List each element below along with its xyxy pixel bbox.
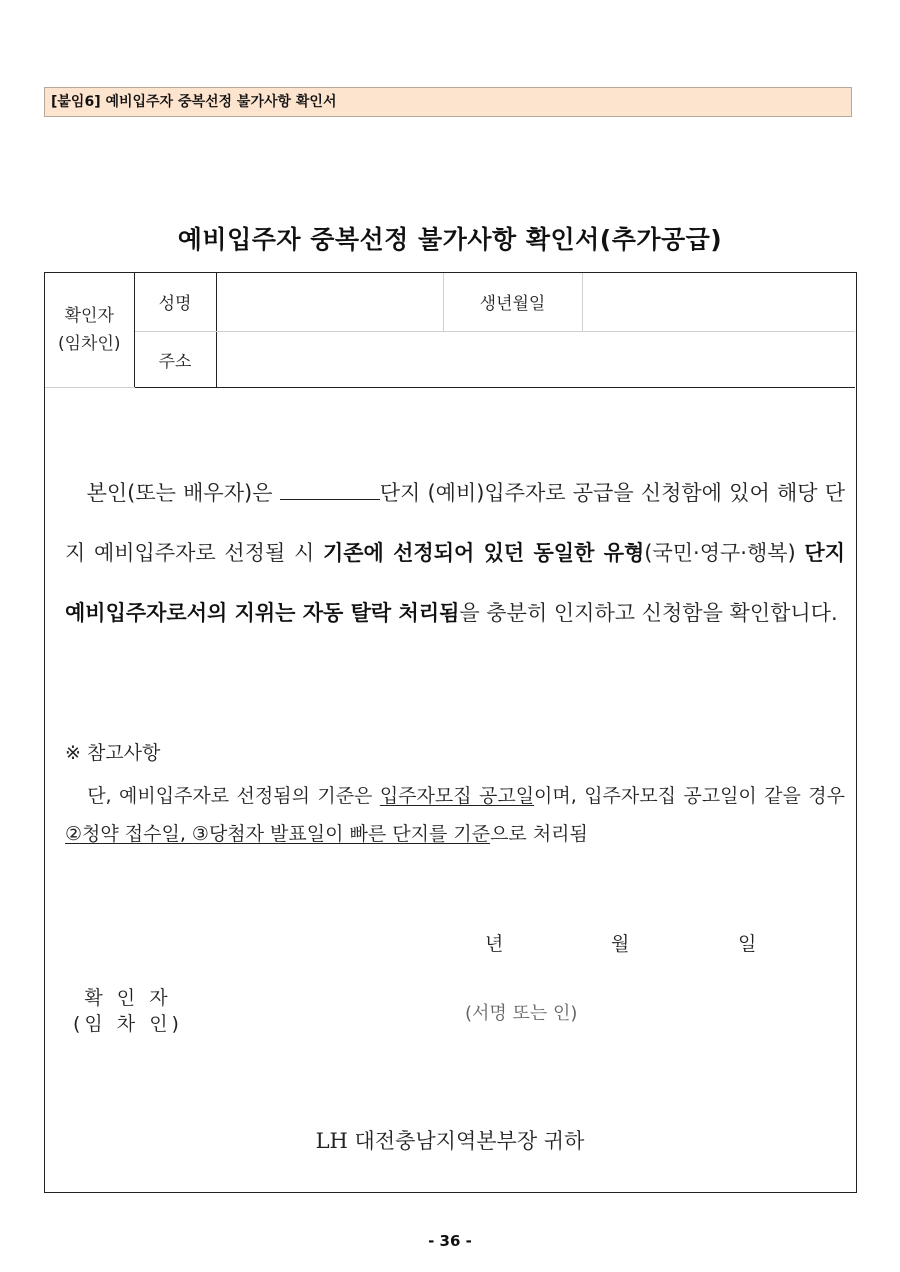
statement-part: 본인(또는 배우자)은 — [86, 481, 280, 505]
page-number: - 36 - — [428, 1232, 472, 1250]
note-part: 이며, 입주자모집 공고일이 같을 경우 — [534, 785, 845, 807]
statement-part: 을 충분히 인지하고 신청함을 확인합니다. — [459, 601, 838, 625]
reference-note-body — [65, 777, 845, 853]
attachment-header: [붙임6] 예비입주자 중복선정 불가사항 확인서 — [44, 87, 852, 117]
name-label: 성명 — [134, 273, 216, 331]
confirmation-statement — [65, 463, 845, 643]
confirmer-label — [73, 985, 183, 1037]
statement-part: (국민·영구·행복) — [644, 541, 805, 565]
address-label: 주소 — [134, 331, 216, 387]
date-day-label: 일 — [738, 933, 757, 955]
statement-emphasis: 단지 예비입주자로서의 지위는 자동 탈락 처리됨 — [65, 541, 845, 625]
address-field[interactable] — [216, 331, 855, 387]
confirmer-label-line2: (임 차 인) — [73, 1013, 183, 1035]
applicant-role-label: 확인자 — [64, 305, 114, 326]
complex-name-blank[interactable] — [280, 477, 380, 500]
name-field[interactable] — [216, 273, 443, 331]
confirmation-form — [44, 272, 857, 1193]
note-part: 단, 예비입주자로 선정됨의 기준은 — [87, 785, 380, 807]
applicant-role-sublabel: (임차인) — [57, 333, 121, 354]
note-underlined: ②청약 접수일, ③당첨자 발표일이 빠른 단지를 기준 — [65, 823, 491, 845]
signature-field[interactable]: (서명 또는 인) — [465, 1003, 578, 1024]
document-title: 예비입주자 중복선정 불가사항 확인서(추가공급) — [177, 225, 723, 254]
reference-note-title: ※ 참고사항 — [65, 742, 161, 764]
applicant-info-table — [45, 273, 855, 388]
date-year-label: 년 — [485, 933, 504, 955]
birthdate-field[interactable] — [582, 273, 855, 331]
applicant-role-cell — [45, 273, 134, 387]
date-month-label: 월 — [611, 933, 630, 955]
statement-part: 단지 (예비)입주자로 공급을 신청함에 있어 해당 단지 예비입주자로 선정될 시 — [65, 481, 845, 565]
statement-emphasis: 기존에 선정되어 있던 동일한 유형 — [322, 541, 645, 565]
confirmer-label-line1: 확 인 자 — [84, 987, 172, 1009]
birthdate-label: 생년월일 — [443, 273, 582, 331]
note-underlined: 입주자모집 공고일 — [379, 785, 535, 807]
addressee: LH 대전충남지역본부장 귀하 — [315, 1129, 585, 1153]
note-part: 으로 처리됨 — [490, 823, 588, 845]
